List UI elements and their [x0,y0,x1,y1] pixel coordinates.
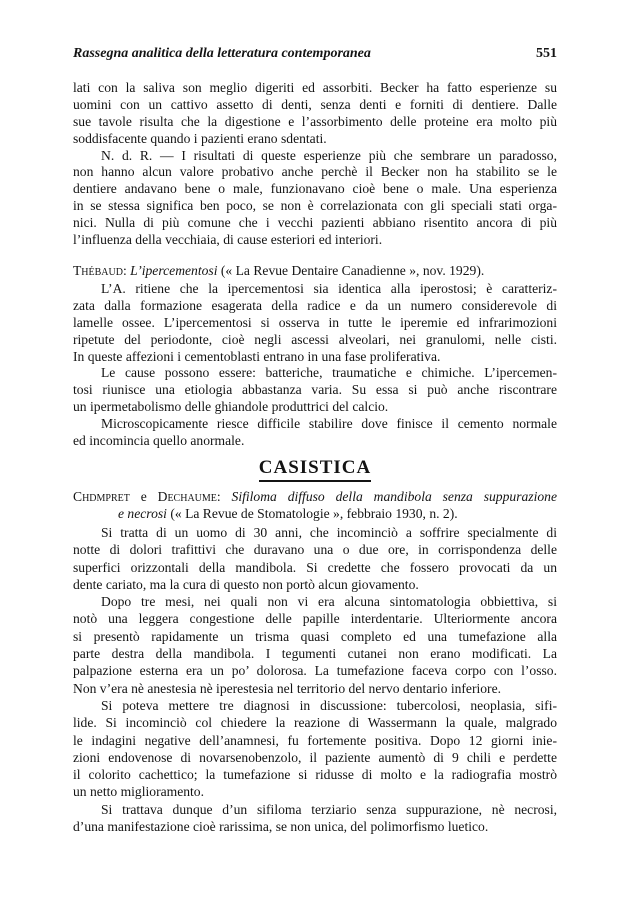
case-report-text [73,524,557,835]
source: (« La Revue de Stomatologie », febbraio 1930, n. 2). [166,506,458,521]
text-line: l’influenza della vecchiaia, di cause esteriori ed interiori. [73,232,383,248]
source: (« La Revue Dentaire Canadienne », nov. 1929). [217,263,485,278]
separator: : [216,489,232,504]
text-line: Si trattava dunque d’un sifiloma terziario senza suppurazione, nè necrosi, [101,801,557,817]
section-title: CASISTICA [259,457,371,482]
paragraph [73,593,557,697]
text-line: si presentò rapidamente un trisma quasi completo ed una tumefazione alla [73,628,557,644]
reference-chdmpret-line-1 [73,489,557,506]
paragraph [73,80,557,148]
separator: : [122,263,131,278]
text-line: Non v’era nè anestesia nè iperestesia nel territorio del nervo dentario inferiore. [73,680,502,696]
section-heading [0,457,630,482]
text-line: ed incomincia quello anormale. [73,433,245,449]
text-line: lati con la saliva son meglio digeriti ed assorbiti. Becker ha fatto esperienze su [73,80,557,95]
text-line: Microscopicamente riesce difficile stabilire dove finisce il cemento normale [101,416,557,432]
text-line: un ipermetabolismo delle ghiandole produttrici del calcio. [73,399,389,415]
author: Dechaume [157,489,217,504]
text-line: in se stessa significa ben poco, se non è correlazionata con gli speciali stati orga- [73,198,557,214]
reference-chdmpret-line-2 [118,506,558,523]
author: Chdmpret [73,489,130,504]
text-line: zata dalla formazione esagerata della radice e da un numero considerevole di [73,297,557,313]
text-line: lide. Si incominciò col chiedere la reazione di Wassermann la quale, malgrado [73,715,557,731]
text-line: parte destra della mandibola. I tegumenti cutanei non erano modificati. La [73,646,557,662]
text-line: sue tavole risulta che la digestione e l’assorbimento delle proteine era molto più [73,113,557,129]
text-line: N. d. R. — I risultati di queste esperienze più che sembrare un paradosso, [101,147,557,163]
text-line: L’A. ritiene che la ipercementosi sia identica alla iperostosi; è caratteriz- [101,281,557,296]
paragraph [73,801,557,836]
article-title-cont: e necrosi [118,506,167,521]
text-line: Si poteva mettere tre diagnosi in discussione: tubercolosi, neoplasia, sifi- [101,697,557,713]
text-line: zioni endovenose di novarsenobenzolo, il paziente aumentò di 9 chili e perdette [73,749,557,765]
text-line: un netto miglioramento. [73,784,205,800]
text-line: Dopo tre mesi, nei quali non vi era alcuna sintomatologia obbiettiva, si [101,594,557,610]
text-line: il colorito cachettico; la tumefazione si ridusse di molto e la radiografia mostrò [73,767,557,783]
article-title: Sifiloma diffuso della mandibola senza suppurazione [231,489,557,504]
running-header [73,46,557,64]
text-line: tosi riunisce una etiologia abbastanza varia. Su essa si può anche riscontrare [73,382,557,398]
text-line: superfici orizzontali della mandibola. Si credette che fossero provocati da un [73,559,557,575]
conjunction: e [129,489,158,504]
text-line: d’una manifestazione cioè rarissima, se non unica, del polimorfismo luetico. [73,819,489,835]
text-line: palpazione esterna era un po’ dolorosa. La tumefazione faceva corpo con l’osso. [73,663,557,679]
text-line: ripetute del periodonte, cioè negli ascessi alveolari, nei granulomi, nelle cisti. [73,331,557,347]
article-title: L’ipercementosi [130,263,218,278]
text-line: In queste affezioni i cementoblasti entrano in una fase proliferativa. [73,348,441,364]
text-line: nici. Nulla di più comune che i vecchi pazienti abbiano risentito ancora di più [73,215,557,231]
text-line: Si tratta di un uomo di 30 anni, che incominciò a soffrire specialmente di [101,525,557,540]
text-line: Le cause possono essere: batteriche, traumatiche e chimiche. L’ipercemen- [101,365,557,381]
paragraph [73,281,557,365]
text-line: dentiere andavano bene o male, funzionavano cioè bene o male. Una esperienza [73,181,557,197]
text-line: soddisfacente quando i pazienti erano sdentati. [73,130,327,146]
text-line: notte di dolori trafittivi che duravano una o due ore, in corrispondenza delle [73,542,557,558]
reference-thebaud [73,263,557,280]
paragraph [73,697,557,801]
text-line: lamelle ossee. L’ipercementosi si osserva in tutte le iperemie ed infrarimozioni [73,314,557,330]
text-line: notò una leggera congestione delle papille interdentarie. Ulteriormente ancora [73,611,557,627]
text-line: uomini con un cattivo assetto di denti, senza denti e forniti di dentiere. Dalle [73,96,557,112]
paragraph [73,365,557,416]
running-title: Rassegna analitica della letteratura contemporanea [73,46,371,61]
review-becker-text [73,80,557,249]
review-thebaud-text [73,281,557,450]
page-number: 551 [536,46,557,61]
paragraph [73,524,557,593]
text-line: dente cariato, ma la cura di questo non portò alcun giovamento. [73,576,419,592]
paragraph [73,148,557,249]
paragraph [73,416,557,450]
text-line: le indagini negative dell’anamnesi, fu fortemente positiva. Dopo 12 giorni inie- [73,732,557,748]
text-line: non hanno alcun valore probativo anche perchè il Becker non ha stabilito se le [73,164,557,180]
author: Thébaud [73,263,123,278]
